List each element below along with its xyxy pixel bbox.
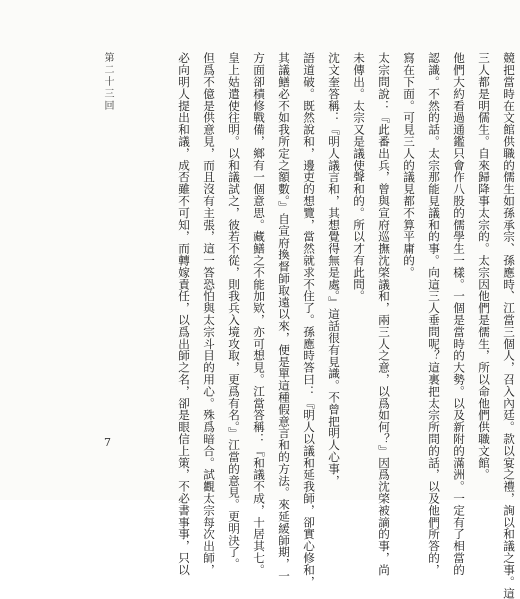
text-column: 皇上姑遣使往明。以和議試之，彼若不從，則我兵入境攻取，更爲有名。』江當的意見。更明決了。 — [227, 52, 241, 570]
text-column: 三人都是明儒生。自來歸降事太宗的。太宗因他們是儒生，所以命他們供職文館。 — [477, 52, 491, 481]
text-column: 其議鱔必不如我所定之額數。』自宣府換督師取遠以來，便是單這種假意言和的方法。來延緩師期，一 — [277, 52, 291, 582]
page-number: 7 — [104, 436, 111, 449]
text-column: 沈文奎答稱：『明人議言和，其想覺得無是處。』這話很有見識。不曾把明人心事， — [327, 52, 341, 487]
text-column: 未傳出。太宗又是議使聲和的。所以才有此問。 — [352, 52, 366, 302]
text-column: 競把當時在文館供職的儒生如孫承宗、孫應時、江當三個人，召入內廷。款以宴之禮，詢以和議之事。這 — [502, 52, 516, 599]
text-column: 語道破。既然說和，邊吏的想覽，當然就求不住了。孫應時答曰：『明人以議和延我師，卻實心修和， — [302, 52, 316, 588]
text-column: 他們大約看過通鑑只會作八股的儒學生一樣。一個是當時的大勢。以及新附的滿洲。一定有了相當的 — [452, 52, 466, 576]
text-column: 太宗問說：『此番出兵，曾與宣府巡撫沈棨議和，兩三人之意，以爲如何？』因爲沈棨被謫的事，尚 — [377, 52, 391, 576]
text-column: 但爲不億是供意見，而且沒有主張，這一答恐怕與太宗斗目的用心。殊爲暗合。試觀太宗每次出師， — [202, 52, 216, 576]
text-column: 寫在下面。可見三人的議見都不算平庸的。 — [402, 52, 416, 279]
text-column: 方面卻積修戰備，鄉有一個意思。藏鱔之不能加欵，亦可想見。江當答稱：『和議不成，十居其七。 — [252, 52, 266, 576]
text-column: 認識。不然的話。太宗那能見議和的事。向這三人垂問呢？這裏把太宗所問的話，以及他們所答的， — [427, 52, 441, 576]
text-column: 必向明人提出和議，成否雖不可知，而轉嫁責任，以爲出師之名，卻是眼信上策，不必書事事，只以 — [177, 52, 191, 576]
running-head: 第二十三回 — [102, 52, 113, 112]
